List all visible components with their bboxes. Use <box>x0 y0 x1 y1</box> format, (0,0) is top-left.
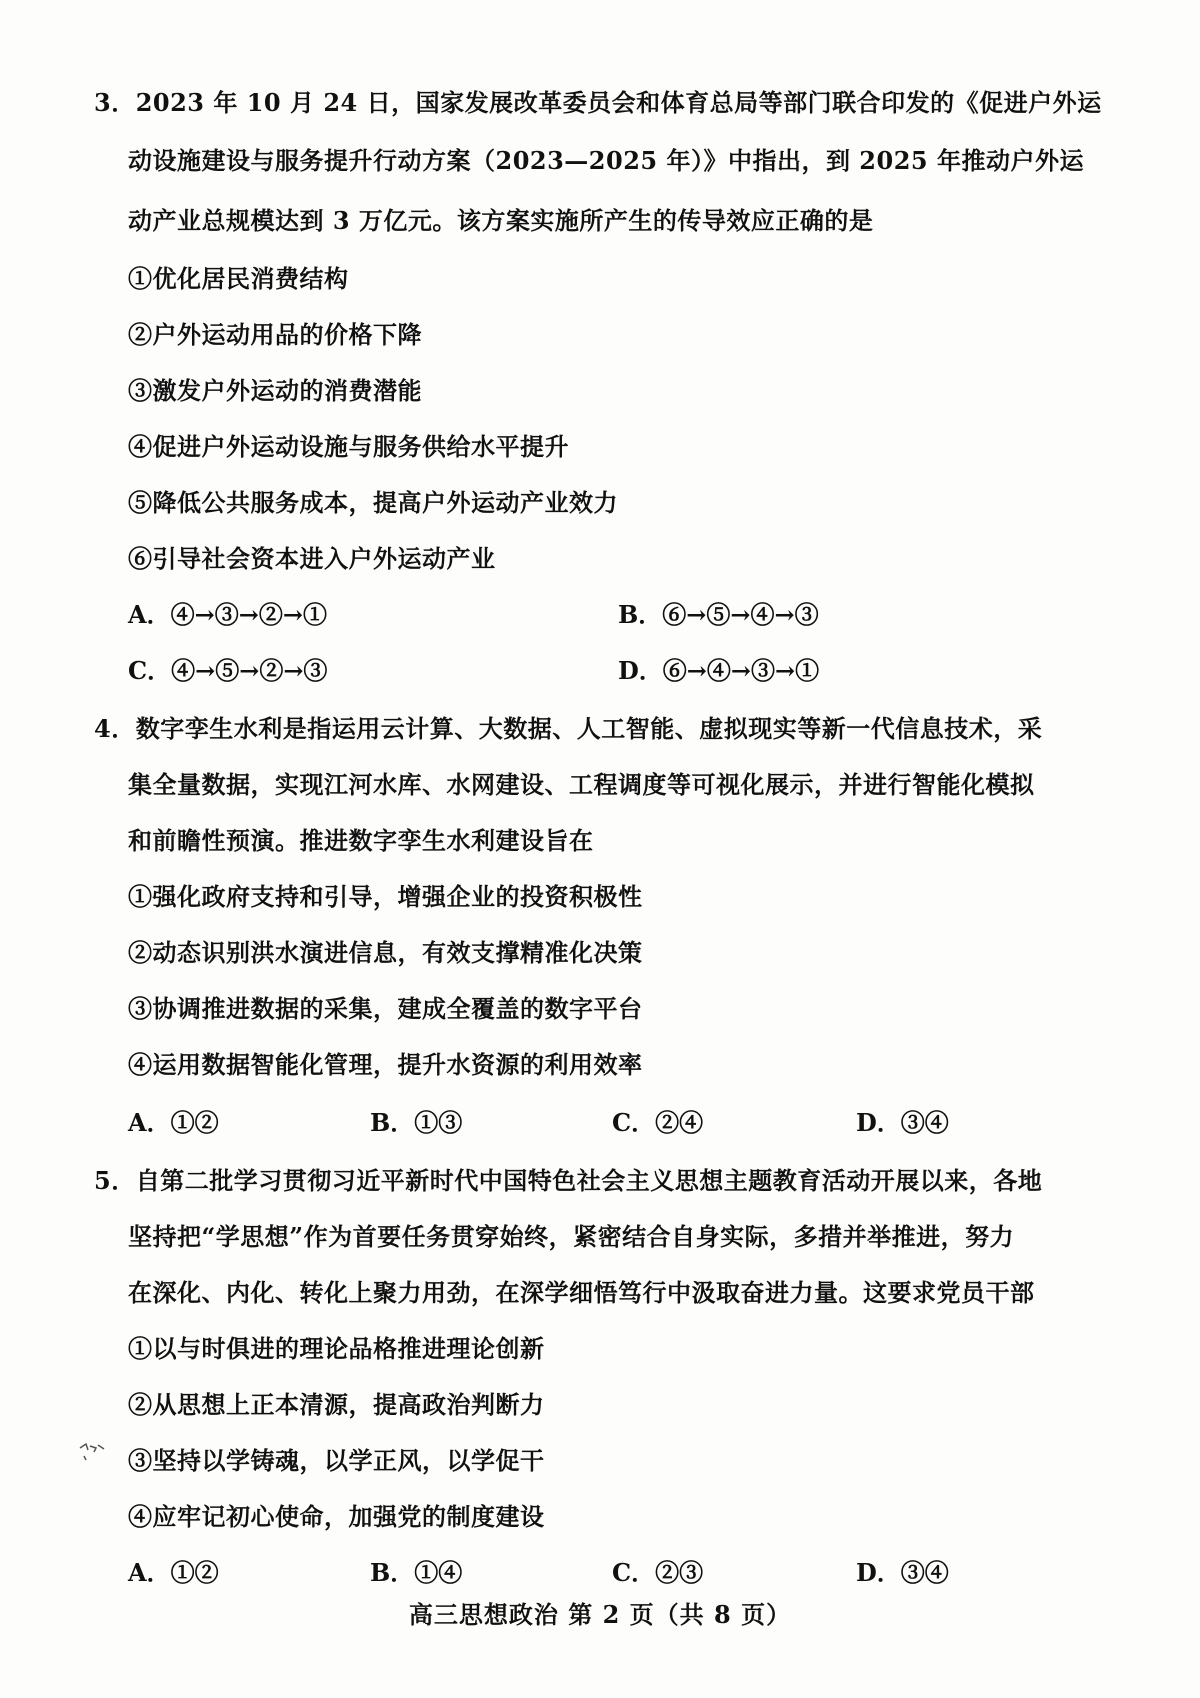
q3-item-3: ③激发户外运动的消费潜能 <box>128 376 422 405</box>
q3-option-a: A．④→③→②→① <box>128 600 327 629</box>
q5-stem-line-1: 5．自第二批学习贯彻习近平新时代中国特色社会主义思想主题教育活动开展以来，各地 <box>94 1166 1043 1195</box>
pencil-scribble-mark <box>78 1440 118 1464</box>
q4-item-3: ③协调推进数据的采集，建成全覆盖的数字平台 <box>128 994 643 1023</box>
q3-option-d: D．⑥→④→③→① <box>618 656 820 685</box>
q4-stem-line-2: 集全量数据，实现江河水库、水网建设、工程调度等可视化展示，并进行智能化模拟 <box>128 770 1035 799</box>
page-footer: 高三思想政治 第 2 页（共 8 页） <box>408 1600 792 1629</box>
q3-stem-line-1: 3．2023 年 10 月 24 日，国家发展改革委员会和体育总局等部门联合印发的《促进户外运 <box>94 88 1102 117</box>
q4-option-d: D．③④ <box>856 1108 949 1137</box>
q5-item-3: ③坚持以学铸魂，以学正风，以学促干 <box>128 1446 545 1475</box>
q5-option-b: B．①④ <box>370 1558 463 1587</box>
q3-option-c: C．④→⑤→②→③ <box>128 656 328 685</box>
q4-item-2: ②动态识别洪水演进信息，有效支撑精准化决策 <box>128 938 643 967</box>
q3-item-1: ①优化居民消费结构 <box>128 264 349 293</box>
q3-item-2: ②户外运动用品的价格下降 <box>128 320 422 349</box>
q4-item-1: ①强化政府支持和引导，增强企业的投资积极性 <box>128 882 643 911</box>
q5-option-a: A．①② <box>128 1558 219 1587</box>
q4-stem-line-3: 和前瞻性预演。推进数字孪生水利建设旨在 <box>128 826 594 855</box>
q5-item-2: ②从思想上正本清源，提高政治判断力 <box>128 1390 545 1419</box>
q4-option-b: B．①③ <box>370 1108 463 1137</box>
q3-option-b: B．⑥→⑤→④→③ <box>618 600 819 629</box>
q3-stem-line-2: 动设施建设与服务提升行动方案（2023—2025 年）》中指出，到 2025 年推动户外运 <box>128 146 1084 175</box>
q3-stem-line-3: 动产业总规模达到 3 万亿元。该方案实施所产生的传导效应正确的是 <box>128 206 874 235</box>
q5-stem-line-3: 在深化、内化、转化上聚力用劲，在深学细悟笃行中汲取奋进力量。这要求党员干部 <box>128 1278 1035 1307</box>
q5-option-c: C．②③ <box>612 1558 704 1587</box>
q5-item-4: ④应牢记初心使命，加强党的制度建设 <box>128 1502 545 1531</box>
q5-option-d: D．③④ <box>856 1558 949 1587</box>
q3-item-6: ⑥引导社会资本进入户外运动产业 <box>128 544 496 573</box>
q4-item-4: ④运用数据智能化管理，提升水资源的利用效率 <box>128 1050 643 1079</box>
q5-stem-line-2: 坚持把“学思想”作为首要任务贯穿始终，紧密结合自身实际，多措并举推进，努力 <box>128 1222 1015 1251</box>
q4-option-c: C．②④ <box>612 1108 704 1137</box>
q3-item-4: ④促进户外运动设施与服务供给水平提升 <box>128 432 569 461</box>
q3-item-5: ⑤降低公共服务成本，提高户外运动产业效力 <box>128 488 618 517</box>
q5-item-1: ①以与时俱进的理论品格推进理论创新 <box>128 1334 545 1363</box>
q4-stem-line-1: 4．数字孪生水利是指运用云计算、大数据、人工智能、虚拟现实等新一代信息技术，采 <box>94 714 1043 743</box>
q4-option-a: A．①② <box>128 1108 219 1137</box>
